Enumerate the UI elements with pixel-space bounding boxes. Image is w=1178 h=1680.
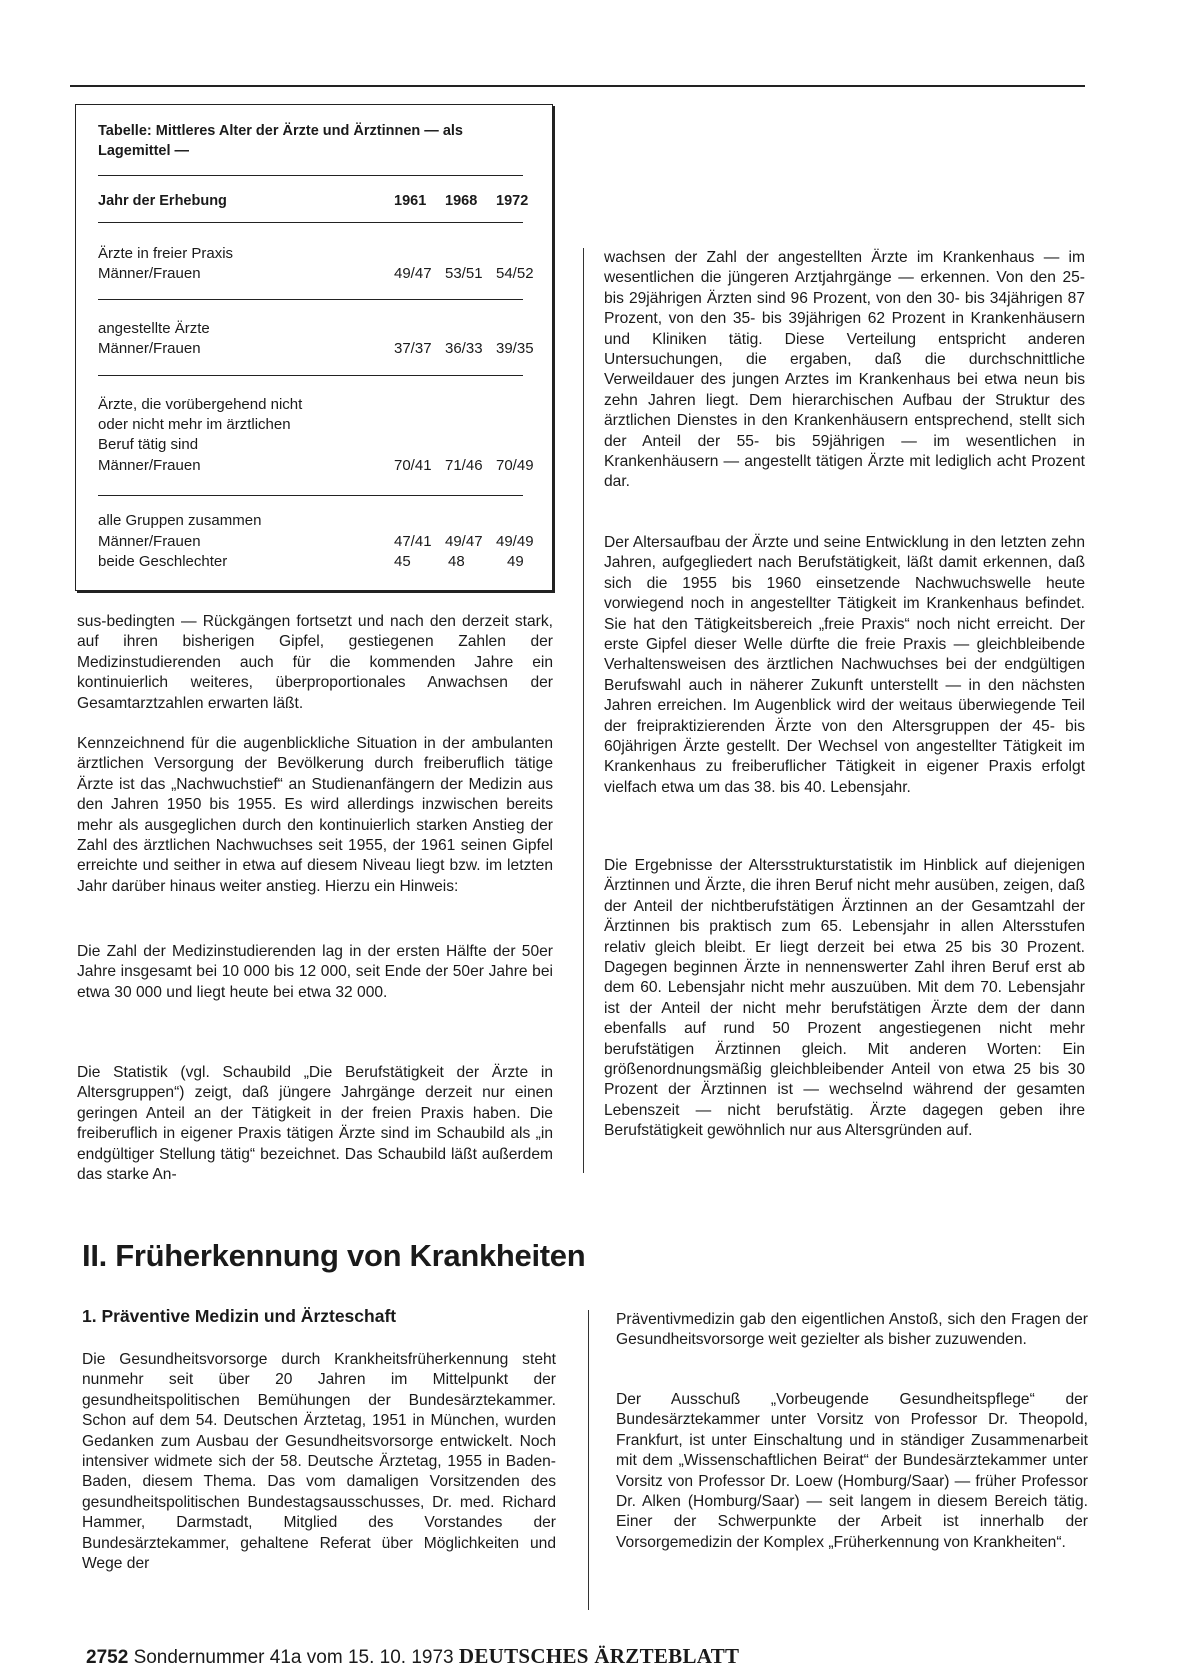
right-paragraph: Die Ergebnisse der Altersstrukturstatistik im Hinblick auf diejenigen Ärztinnen und Ärzte, die ihren Beruf nicht mehr ausüben, zeigen, daß der Anteil der nichtberufstätigen Ärztinnen an der Gesamtzahl der Ärztinnen bis praktisch zum 65. Lebensjahr in allen Altersstufen relativ gleich bleibt. Er liegt derzeit bei etwa 25 bis 30 Prozent. Dagegen beginnen Ärzte in nennenswerter Zahl ihren Beruf erst ab dem 60. Lebensjahr nicht mehr auszuüben. Mit dem 70. Lebensjahr ist der Anteil der nicht mehr berufstätigen Ärzte dem der dann ebenfalls auf rund 50 Prozent angestiegenen nicht mehr berufstätigen Ärztinnen gleich. Mit anderen Worten: Ein größenordnungsmäßig gleichbleibender Anteil von etwa 25 bis 30 Prozent der Ärztinnen ist — wechselnd während der gesamten Lebenszeit — nicht berufstätig. Ärzte dagegen geben ihre Berufstätigkeit gewöhnlich nur aus Altersgründen auf. bbox=[604, 857, 1085, 1140]
table-cell: 37/37 bbox=[394, 340, 432, 357]
table-rule bbox=[98, 375, 523, 376]
left-paragraph: sus-bedingten — Rückgängen fortsetzt und nach den derzeit stark, auf ihren bisherigen Gipfel, gestiegenen Zahlen der Medizinstudierenden auch für die kommenden Jahre ein kontinuierlich weiteres, überproportionales Anwachsen der Gesamtarztzahlen erwarten läßt. bbox=[77, 613, 553, 712]
table-cell: 47/41 bbox=[394, 533, 432, 550]
table-header-year: 1972 bbox=[496, 193, 529, 209]
table-cell: 48 bbox=[448, 553, 465, 570]
table-header-year: 1961 bbox=[394, 193, 427, 209]
table-cell: 45 bbox=[394, 553, 411, 570]
table-cell: 53/51 bbox=[445, 265, 483, 282]
table-rule bbox=[98, 222, 523, 223]
table-header-year: 1968 bbox=[445, 193, 478, 209]
subsection-heading: 1. Präventive Medizin und Ärzteschaft bbox=[82, 1306, 397, 1326]
right-paragraph: Der Altersaufbau der Ärzte und seine Entwicklung in den letzten zehn Jahren, aufgegliedert nach Berufstätigkeit, läßt damit erkennen, daß sich die 1955 bis 1960 einsetzende Nachwuchswelle heute vorwiegend noch in angestellter Tätigkeit im Krankenhaus befindet. Sie hat den Tätigkeitsbereich „freie Praxis“ noch nicht erreicht. Der erste Gipfel dieser Welle dürfte die freie Praxis — gleichbleibende Verhaltensweisen des ärztlichen Nachwuchses bei der endgültigen Berufswahl auch in näherer Zukunft unterstellt — in den nächsten Jahren erreichen. Im Augenblick wird der weitaus überwiegende Teil der freipraktizierenden Ärzte von den Altersgruppen der 45- bis 60jährigen Ärzte gestellt. Der Wechsel von angestellter Tätigkeit im Krankenhaus zu freiberuflicher Tätigkeit in eigener Praxis erfolgt vielfach etwa um das 38. bis 40. Lebensjahr. bbox=[604, 534, 1085, 796]
table-cell: 39/35 bbox=[496, 340, 534, 357]
bottom-left-paragraph: Die Gesundheitsvorsorge durch Krankheitsfrüherkennung steht nunmehr seit über 20 Jahren im Mittelpunkt der gesundheitspolitischen Bemühungen der Bundesärztekammer. Schon auf dem 54. Deutschen Ärztetag, 1951 in München, wurden Gedanken zum Ausbau der Gesundheitsvorsorge entwickelt. Noch intensiver widmete sich der 58. Deutsche Ärztetag, 1955 in Baden-Baden, diesem Thema. Das vom damaligen Vorsitzenden des gesundheitspolitischen Bundestagsausschusses, Dr. med. Richard Hammer, Darmstadt, Mitglied des Vorstandes der Bundesärztekammer, gehaltene Referat über Möglichkeiten und Wege der bbox=[82, 1351, 556, 1573]
top-rule bbox=[70, 85, 1085, 87]
issue-info: Sondernummer 41a vom 15. 10. 1973 bbox=[133, 1647, 454, 1668]
table-rule bbox=[98, 175, 523, 176]
column-separator bbox=[588, 1310, 589, 1610]
table-cell: 49/47 bbox=[445, 533, 483, 550]
page-footer bbox=[86, 1644, 739, 1669]
table-title: Tabelle: Mittleres Alter der Ärzte und Ärztinnen — als Lagemittel — bbox=[98, 123, 463, 159]
table-cell: 70/41 bbox=[394, 457, 432, 474]
table-header-label: Jahr der Erhebung bbox=[98, 193, 227, 209]
table-cell: 54/52 bbox=[496, 265, 534, 282]
magazine-title: DEUTSCHES ÄRZTEBLATT bbox=[458, 1644, 740, 1668]
table-rule bbox=[98, 495, 523, 496]
table-cell: 36/33 bbox=[445, 340, 483, 357]
section-heading: II. Früherkennung von Krankheiten bbox=[82, 1238, 586, 1273]
left-paragraph: Die Statistik (vgl. Schaubild „Die Berufstätigkeit der Ärzte in Altersgruppen“) zeigt, daß jüngere Jahrgänge derzeit nur einen geringen Anteil an der Tätigkeit in der freien Praxis haben. Die freiberuflich in eigener Praxis tätigen Ärzte sind im Schaubild als „in endgültiger Stellung tätig“ bezeichnet. Das Schaubild läßt außerdem das starke An- bbox=[77, 1064, 553, 1184]
page-number: 2752 bbox=[86, 1647, 129, 1668]
table-rule bbox=[98, 299, 523, 300]
column-separator bbox=[583, 248, 584, 1173]
right-paragraph: wachsen der Zahl der angestellten Ärzte im Krankenhaus — im wesentlichen die jüngeren Arztjahrgänge — erkennen. Von den 25- bis 29jährigen Ärzten sind 96 Prozent, von den 30- bis 34jährigen 87 Prozent, von den 35- bis 39jährigen 62 Prozent in Krankenhäusern und Kliniken tätig. Diese Verteilung entspricht anderen Untersuchungen, die ergaben, daß die durchschnittliche Verweildauer des jungen Arztes im Krankenhaus bei etwa neun bis zehn Jahren liegt. Dem hierarchischen Aufbau der Struktur des ärztlichen Dienstes in den Krankenhäusern entsprechend, stellt sich der Anteil der 55- bis 59jährigen — im wesentlichen in Krankenhäusern — angestellt tätigen Ärzte mit lediglich acht Prozent dar. bbox=[604, 249, 1085, 491]
bottom-right-paragraph: Der Ausschuß „Vorbeugende Gesundheitspflege“ der Bundesärztekammer unter Vorsitz von Professor Dr. Theopold, Frankfurt, ist unter Einschaltung und in ständiger Zusammenarbeit mit dem „Wissenschaftlichen Beirat“ der Bundesärztekammer unter Vorsitz von Professor Dr. Loew (Homburg/Saar) — früher Professor Dr. Alken (Homburg/Saar) — seit langem in diesem Bereich tätig. Einer der Schwerpunkte der Arbeit ist innerhalb der Vorsorgemedizin der Komplex „Früherkennung von Krankheiten“. bbox=[616, 1391, 1088, 1551]
table-cell: 49 bbox=[507, 553, 524, 570]
left-paragraph: Kennzeichnend für die augenblickliche Situation in der ambulanten ärztlichen Versorgung der Bevölkerung durch freiberuflich tätige Ärzte ist das „Nachwuchstief“ an Studienanfängern der Medizin aus den Jahren 1950 bis 1955. Es wird allerdings inzwischen bereits mehr als ausgeglichen durch den kontinuierlich starken Anstieg der Zahl des ärztlichen Nachwuchses seit 1955, der 1961 seinen Gipfel erreichte und seither in etwa auf diesem Niveau liegt bzw. im letzten Jahr darüber hinaus weiter anstieg. Hierzu ein Hinweis: bbox=[77, 735, 553, 895]
bottom-right-paragraph: Präventivmedizin gab den eigentlichen Anstoß, sich den Fragen der Gesundheitsvorsorge weit gezielter als bisher zuzuwenden. bbox=[616, 1311, 1088, 1349]
table-cell: 71/46 bbox=[445, 457, 483, 474]
age-table: Tabelle: Mittleres Alter der Ärzte und Ärztinnen — als Lagemittel — Jahr der Erhebung 1961 1968 1972 Ärzte in freier Praxis Männer/Frauen 49/47 53/51 54/52 angestellte Ärzte Männer/Frauen 37/37 36/33 39/35 Ärzte, die vorübergehend nicht oder nicht mehr im ärztlichen Beruf tätig sind Männer/Frauen 70/41 71/46 70/49 alle Gruppen zusammen Männer/Frauen 47/41 49/47 49/49 beide Geschlechter 45 48 49 bbox=[75, 104, 553, 591]
table-cell: 49/47 bbox=[394, 265, 432, 282]
table-cell: 49/49 bbox=[496, 533, 534, 550]
left-paragraph: Die Zahl der Medizinstudierenden lag in der ersten Hälfte der 50er Jahre insgesamt bei 10 000 bis 12 000, seit Ende der 50er Jahre bei etwa 30 000 und liegt heute bei etwa 32 000. bbox=[77, 943, 553, 1001]
table-cell: 70/49 bbox=[496, 457, 534, 474]
